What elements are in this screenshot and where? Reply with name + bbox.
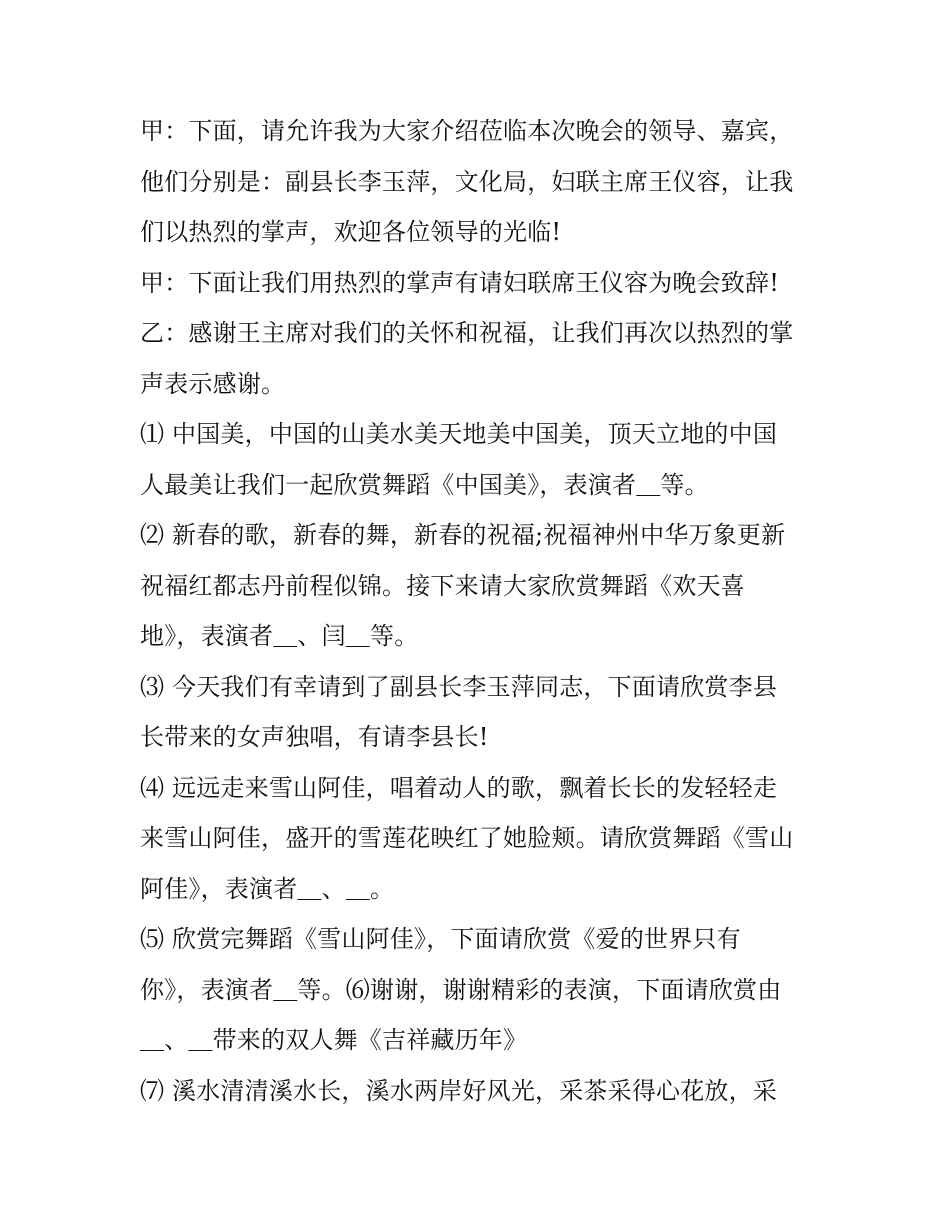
text-line-5: 乙：感谢王主席对我们的关怀和祝福，让我们再次以热烈的掌 <box>140 319 794 347</box>
text-line-4: 甲：下面让我们用热烈的掌声有请妇联席王仪容为晚会致辞! <box>140 268 780 297</box>
text-line-6: 声表示感谢。 <box>140 369 286 398</box>
text-line-12: ⑶ 今天我们有幸请到了副县长李玉萍同志，下面请欣赏李县 <box>140 672 778 701</box>
text-line-11: 地》，表演者＿、闫＿等。 <box>140 622 419 650</box>
text-line-17: ⑸ 欣赏完舞蹈《雪山阿佳》，下面请欣赏《爱的世界只有 <box>140 925 741 953</box>
text-line-14: ⑷ 远远走来雪山阿佳，唱着动人的歌，飘着长长的发轻轻走 <box>140 773 778 802</box>
text-line-13: 长带来的女声独唱，有请李县长! <box>140 723 489 751</box>
text-line-1: 甲：下面，请允许我为大家介绍莅临本次晚会的领导、嘉宾， <box>140 117 794 145</box>
document-body <box>140 106 820 1116</box>
text-line-2: 他们分别是：副县长李玉萍，文化局，妇联主席王仪容，让我 <box>140 167 794 196</box>
text-line-9: ⑵ 新春的歌，新春的舞，新春的祝福;祝福神州中华万象更新 <box>140 521 786 549</box>
text-line-15: 来雪山阿佳，盛开的雪莲花映红了她脸颊。请欣赏舞蹈《雪山 <box>140 824 794 852</box>
text-line-16: 阿佳》，表演者＿、＿。 <box>140 874 395 903</box>
text-line-18: 你》，表演者＿等。⑹谢谢，谢谢精彩的表演，下面请欣赏由 <box>140 975 782 1004</box>
text-line-10: 祝福红都志丹前程似锦。接下来请大家欣赏舞蹈《欢天喜 <box>140 571 745 600</box>
text-line-3: 们以热烈的掌声，欢迎各位领导的光临! <box>140 218 562 246</box>
text-line-8: 人最美让我们一起欣赏舞蹈《中国美》，表演者＿等。 <box>140 470 709 499</box>
text-line-19: ＿、＿带来的双人舞《吉祥藏历年》 <box>140 1026 528 1054</box>
text-line-20: ⑺ 溪水清清溪水长，溪水两岸好风光，采茶采得心花放，采 <box>140 1076 778 1105</box>
text-line-7: ⑴ 中国美，中国的山美水美天地美中国美，顶天立地的中国 <box>140 420 778 448</box>
